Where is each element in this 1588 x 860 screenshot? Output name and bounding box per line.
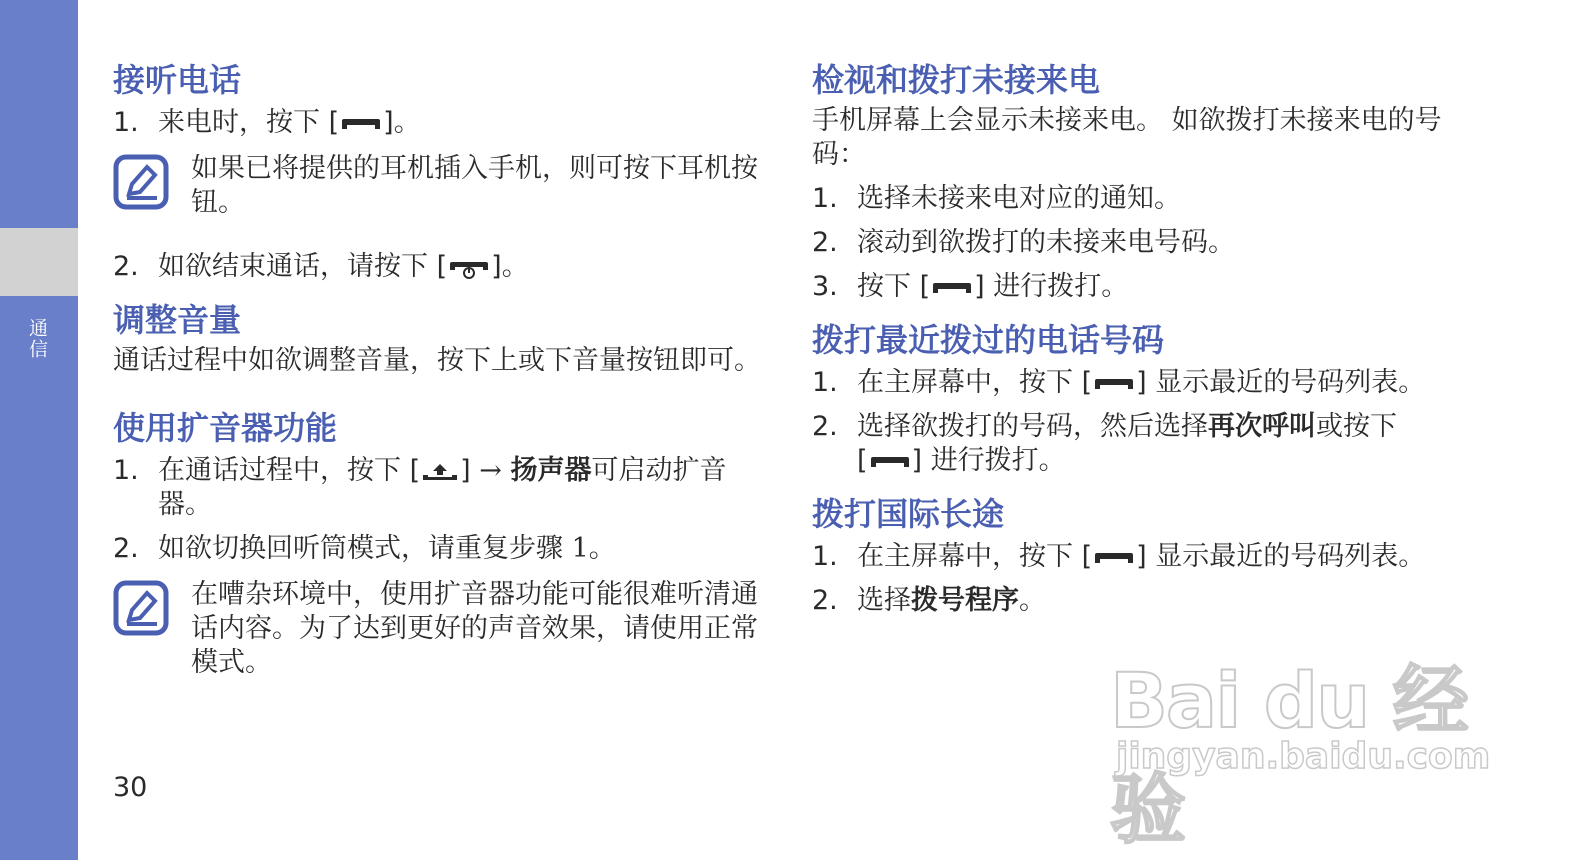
step-text-end: 显示最近的号码列表。 bbox=[1155, 367, 1426, 398]
recent-step-2 bbox=[812, 410, 1462, 478]
step-text-mid: 或按下 bbox=[1316, 411, 1397, 442]
speaker-step-2 bbox=[113, 532, 763, 566]
step-number: 1. bbox=[812, 541, 838, 572]
step-text: 在通话过程中，按下 bbox=[158, 455, 401, 486]
chapter-tab bbox=[0, 228, 78, 296]
section-title-speaker: 使用扩音器功能 bbox=[113, 409, 338, 447]
step-text-end: 进行拨打。 bbox=[993, 271, 1129, 302]
section-title-recent: 拨打最近拨过的电话号码 bbox=[812, 321, 1165, 359]
note-block-1 bbox=[113, 152, 763, 220]
step-number: 2. bbox=[812, 585, 838, 616]
dial-key-icon: [ ] bbox=[328, 107, 394, 138]
step-text: 在主屏幕中，按下 bbox=[857, 541, 1073, 572]
answer-step-1 bbox=[113, 106, 763, 140]
note-icon bbox=[113, 580, 169, 645]
page-number: 30 bbox=[113, 772, 148, 803]
step-text: 选择欲拨打的号码，然后选择 bbox=[857, 411, 1208, 442]
missed-step-2 bbox=[812, 226, 1462, 260]
section-title-volume: 调整音量 bbox=[113, 301, 242, 339]
step-text: 来电时，按下 bbox=[158, 107, 320, 138]
step-end: 。 bbox=[501, 251, 529, 282]
step-number: 2. bbox=[113, 533, 139, 564]
step-text-end: 进行拨打。 bbox=[930, 445, 1066, 476]
watermark-url: jingyan.baidu.com bbox=[1116, 736, 1491, 777]
step-number: 1. bbox=[113, 455, 139, 486]
dial-key-icon: [ ] bbox=[919, 271, 985, 302]
step-text: 滚动到欲拨打的未接来电号码。 bbox=[857, 227, 1235, 258]
recent-step-1 bbox=[812, 366, 1462, 400]
dialer-label: 拨号程序 bbox=[911, 585, 1019, 616]
dial-key-icon: [ ] bbox=[857, 445, 923, 476]
step-end: 。 bbox=[1019, 585, 1046, 616]
arrow: → bbox=[479, 455, 502, 486]
redial-label: 再次呼叫 bbox=[1208, 411, 1316, 442]
section-title-missed: 检视和拨打未接来电 bbox=[812, 61, 1101, 99]
step-text: 按下 bbox=[857, 271, 911, 302]
step-number: 2. bbox=[113, 251, 139, 282]
watermark-logo: Bai du 经验 bbox=[1110, 656, 1467, 854]
missed-step-1 bbox=[812, 182, 1462, 216]
answer-step-2 bbox=[113, 250, 763, 284]
step-text: 选择 bbox=[857, 585, 911, 616]
intl-step-1 bbox=[812, 540, 1462, 574]
step-end: 。 bbox=[393, 107, 421, 138]
note-block-2 bbox=[113, 578, 763, 680]
step-text: 如欲结束通话，请按下 bbox=[158, 251, 428, 282]
chapter-label: 通信 bbox=[26, 318, 48, 360]
dial-key-icon: [ ] bbox=[1081, 367, 1147, 398]
section-title-intl: 拨打国际长途 bbox=[812, 495, 1005, 533]
step-text: 在主屏幕中，按下 bbox=[857, 367, 1073, 398]
end-key-icon: [ ] bbox=[436, 251, 502, 282]
dial-key-icon: [ ] bbox=[1081, 541, 1147, 572]
note-icon bbox=[113, 154, 169, 219]
step-number: 2. bbox=[812, 227, 838, 258]
menu-key-icon: [ ] bbox=[409, 455, 471, 486]
step-number: 2. bbox=[812, 411, 838, 442]
missed-body: 手机屏幕上会显示未接来电。 如欲拨打未接来电的号码： bbox=[812, 105, 1442, 170]
baidu-watermark bbox=[1110, 640, 1491, 854]
speaker-step-1 bbox=[113, 454, 763, 522]
step-text-end: 显示最近的号码列表。 bbox=[1155, 541, 1426, 572]
step-number: 1. bbox=[812, 183, 838, 214]
left-column bbox=[113, 58, 763, 680]
missed-step-3 bbox=[812, 270, 1462, 304]
step-number: 1. bbox=[812, 367, 838, 398]
side-bar bbox=[0, 0, 78, 860]
intl-step-2 bbox=[812, 584, 1462, 618]
step-text: 选择未接来电对应的通知。 bbox=[857, 183, 1181, 214]
speaker-menu-label: 扬声器 bbox=[510, 455, 592, 486]
note-text: 如果已将提供的耳机插入手机，则可按下耳机按钮。 bbox=[191, 153, 758, 218]
step-number: 3. bbox=[812, 271, 838, 302]
step-text-end: 可启动扩音器。 bbox=[158, 455, 727, 520]
right-column bbox=[812, 58, 1462, 618]
note-text: 在嘈杂环境中，使用扩音器功能可能很难听清通话内容。为了达到更好的声音效果，请使用正常模式。 bbox=[191, 579, 758, 678]
step-number: 1. bbox=[113, 107, 139, 138]
volume-body: 通话过程中如欲调整音量，按下上或下音量按钮即可。 bbox=[113, 345, 761, 376]
section-title-answer: 接听电话 bbox=[113, 61, 242, 99]
step-text: 如欲切换回听筒模式，请重复步骤 1。 bbox=[158, 533, 616, 564]
